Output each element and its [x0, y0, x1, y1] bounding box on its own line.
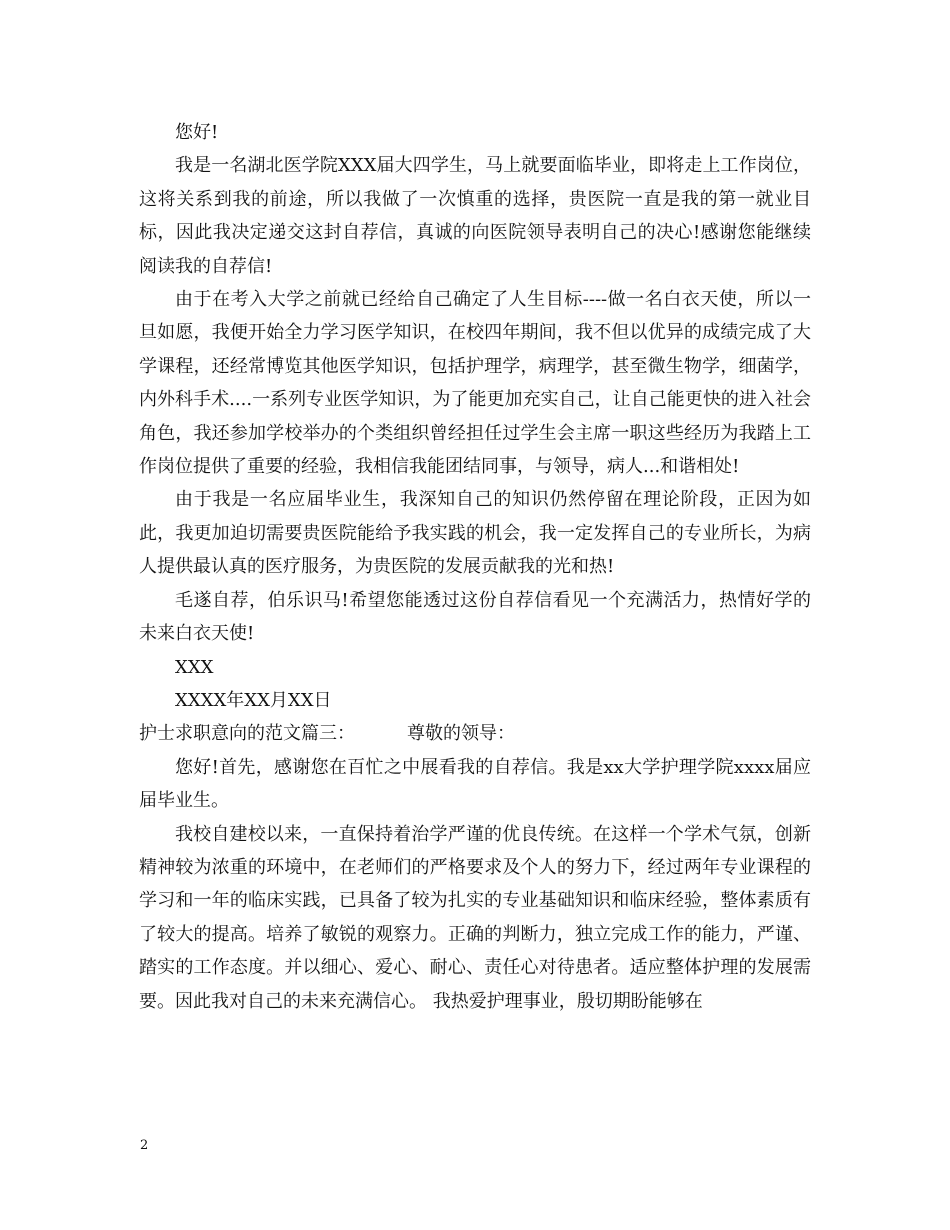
page-number: 2: [140, 1138, 149, 1153]
section-salutation: 尊敬的领导：: [407, 723, 515, 745]
document-body: [139, 116, 811, 1018]
body-paragraph: 由于我是一名应届毕业生，我深知自己的知识仍然停留在理论阶段，正因为如此，我更加迫切需要贵医院能给予我实践的机会，我一定发挥自己的专业所长，为病人提供最认真的医疗服务，为贵医院的发展贡献我的光和热!: [139, 489, 811, 578]
body-paragraph: 毛遂自荐，伯乐识马!希望您能透过这份自荐信看见一个充满活力，热情好学的未来白衣天使!: [139, 589, 811, 645]
section-heading-line: [139, 717, 811, 750]
section-heading: 护士求职意向的范文篇三：: [139, 723, 355, 745]
signature-date: XXXX年XX月XX日: [175, 689, 332, 711]
body-paragraph: 由于在考入大学之前就已经给自己确定了人生目标----做一名白衣天使，所以一旦如愿，我便开始全力学习医学知识，在校四年期间，我不但以优异的成绩完成了大学课程，还经常博览其他医学知识，包括护理学，病理学，甚至微生物学，细菌学，内外科手术....一系列专业医学知识，为了能更加充实自己，让自己能更快的进入社会角色，我还参加学校举办的个类组织曾经担任过学生会主席一职这些经历为我踏上工作岗位提供了重要的经验，我相信我能团结同事，与领导，病人...和谐相处!: [139, 289, 811, 478]
greeting-paragraph: 您好!: [175, 122, 219, 143]
body-paragraph: 我校自建校以来，一直保持着治学严谨的优良传统。在这样一个学术气氛，创新精神较为浓重的环境中，在老师们的严格要求及个人的努力下，经过两年专业课程的学习和一年的临床实践，已具备了较为扎实的专业基础知识和临床经验，整体素质有了较大的提高。培养了敏锐的观察力。正确的判断力，独立完成工作的能力，严谨、踏实的工作态度。并以细心、爱心、耐心、责任心对待患者。适应整体护理的发展需要。因此我对自己的未来充满信心。 我热爱护理事业，殷切期盼能够在: [139, 823, 811, 1012]
body-paragraph: 我是一名湖北医学院XXX届大四学生，马上就要面临毕业，即将走上工作岗位，这将关系到我的前途，所以我做了一次慎重的选择，贵医院一直是我的第一就业目标，因此我决定递交这封自荐信，真诚的向医院领导表明自己的决心!感谢您能继续阅读我的自荐信!: [139, 155, 811, 277]
signature-name: XXX: [175, 656, 214, 678]
body-paragraph: 您好!首先，感谢您在百忙之中展看我的自荐信。我是xx大学护理学院xxxx届应届毕业生。: [139, 756, 811, 812]
